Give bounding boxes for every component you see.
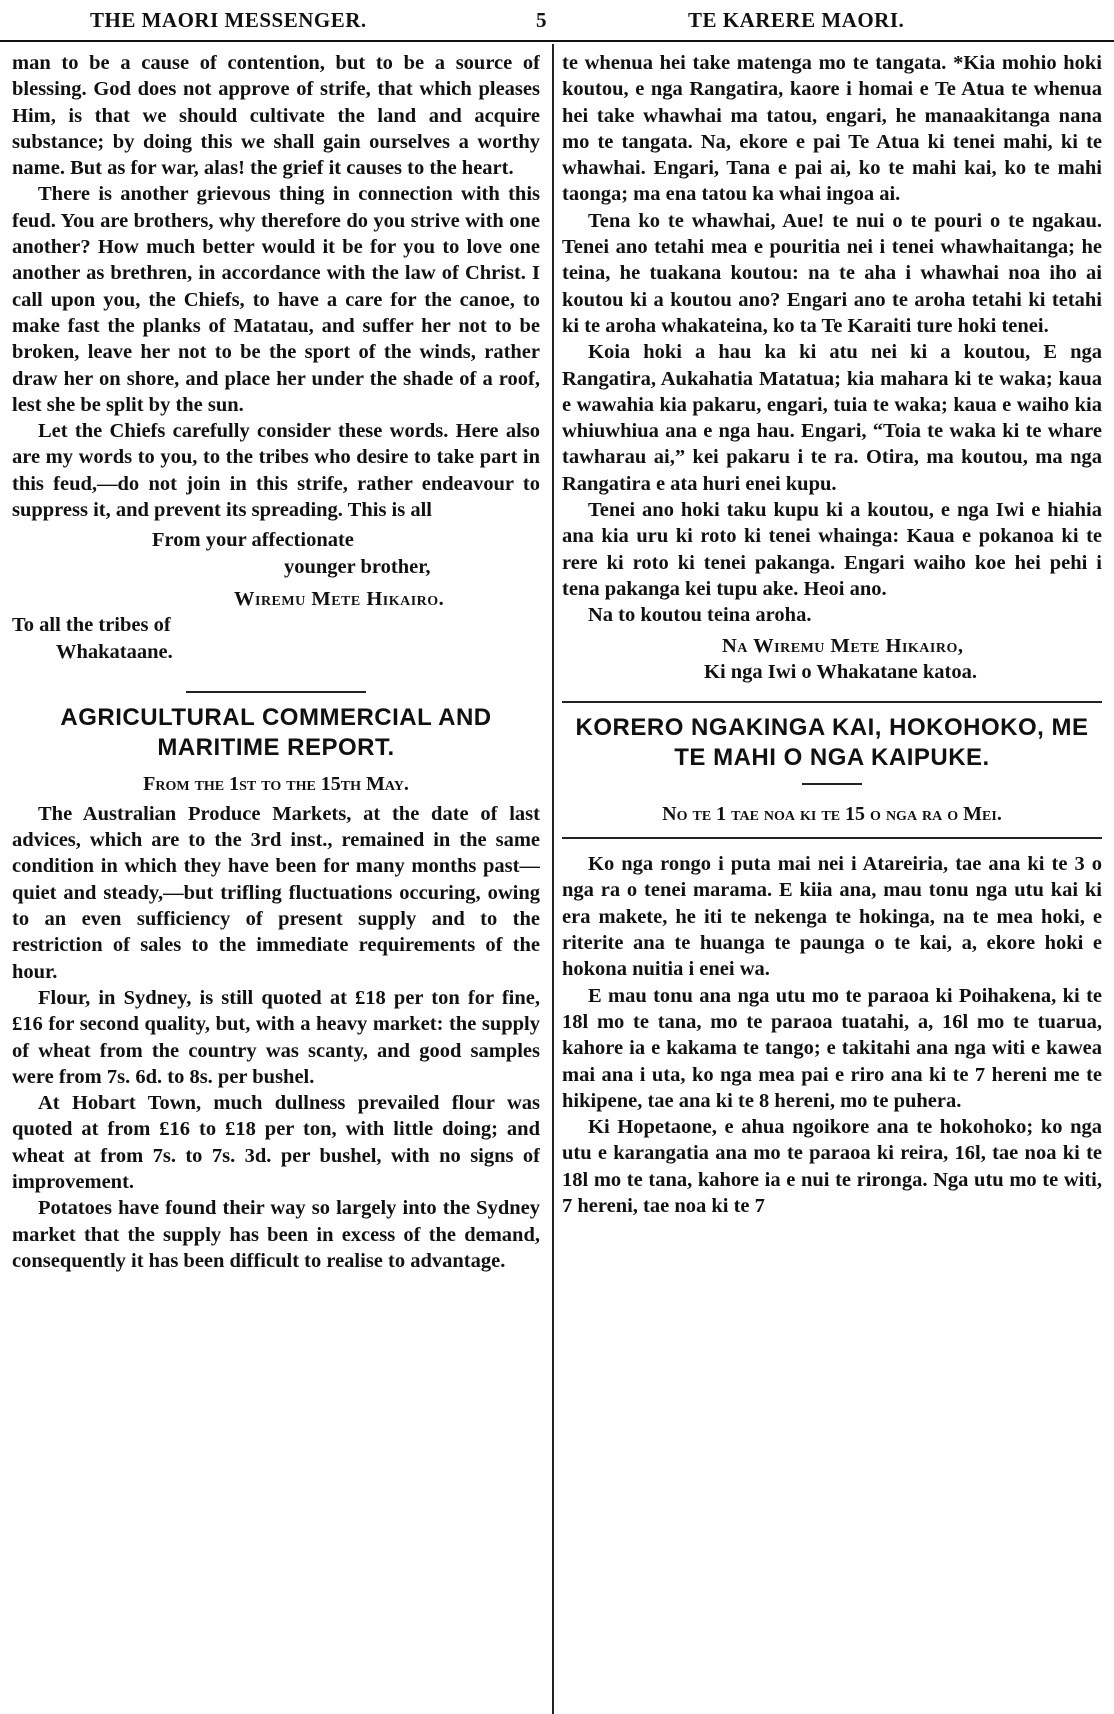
addressee-line: Ki nga Iwi o Whakatane katoa. — [704, 660, 978, 683]
closing-line: younger brother, — [284, 555, 431, 578]
section-rule — [562, 837, 1102, 839]
english-column — [12, 50, 540, 1714]
report-dates: From the 1st to the 15th May. — [143, 772, 409, 795]
page-number: 5 — [536, 8, 547, 32]
report-paragraph: At Hobart Town, much dullness prevailed flour was quoted at from £16 to £18 per ton, with little doing; and wheat at from 7s. to 7s. 3d. per bushel, with no signs of improvement. — [12, 1092, 540, 1193]
letter-paragraph: Let the Chiefs carefully consider these words. Here also are my words to you, to the tribes who desire to take part in this feud,—do not join in this strife, rather endeavour to suppress it, and prevent its spreading. This is all — [12, 420, 540, 522]
section-rule — [186, 691, 366, 693]
section-short-rule — [802, 783, 862, 785]
page-header — [0, 4, 1114, 42]
signature: Na Wiremu Mete Hikairo, — [722, 634, 964, 657]
addressee-line: Whakataane. — [56, 640, 173, 663]
letter-paragraph: Na to koutou teina aroha. — [588, 604, 812, 627]
letter-closing — [12, 527, 540, 664]
report-paragraph: Ko nga rongo i puta mai nei i Atareiria, tae ana ki te 3 o nga ra o tenei marama. E kiia ana, mau tonu nga utu kai ki era makete, he iti te nekenga te hokinga, na te mea hoki, e riterite ana te huanga te paunga o te kai, a, ekore hoki e hokona nuitia i enei wa. — [562, 853, 1102, 981]
letter-paragraph: Tena ko te whawhai, Aue! te nui o te pouri o te ngakau. Tenei ano tetahi mea e pouritia nei i tenei whawhaitanga; he teina, he tuakana koutou: na te aha i whawhai noa iho ai koutou ki a koutou ano? Engari ano te aroha tetahi ki tetahi ki te aroha whakateina, ko ta Te Karaiti ture hoki tenei. — [562, 209, 1102, 337]
report-paragraph: The Australian Produce Markets, at the date of last advices, which are to the 3rd inst., remained in the same condition in which they have been for many months past—quiet and steady,—but trifling fluctuations occuring, owing to an even sufficiency of present supply and to the restriction of sales to the immediate requirements of the hour. — [12, 802, 540, 983]
report-paragraph: Potatoes have found their way so largely into the Sydney market that the supply has been in excess of the demand, consequently it has been difficult to realise to advantage. — [12, 1197, 540, 1272]
section-rule — [562, 701, 1102, 703]
letter-paragraph: te whenua hei take matenga mo te tangata. *Kia mohio hoki koutou, e nga Rangatira, kaore i homai e Te Atua te whenua hei take whawhai ma tatou, engari, he manaakitanga nana mo te tangata. Na, ekore e pai Te Atua ki tenei mahi, ki te whawhai. Engari, Tana e pai ai, ko te mahi kai, ko te mahi taonga; ma ena tatou ka whai ingoa ai. — [562, 52, 1102, 206]
report-paragraph: Ki Hopetaone, e ahua ngoikore ana te hokohoko; ko nga utu e karangatia ana mo te paraoa ki reira, 16l, tae noa ki te 18l mo te tana, kahore ia e nui te rironga. Nga utu mo te witi, 7 hereni, tae noa ki te 7 — [562, 1116, 1102, 1217]
header-maori-title: TE KARERE MAORI. — [688, 8, 905, 32]
letter-paragraph: Tenei ano hoki taku kupu ki a koutou, e nga Iwi e hiahia ana kia uru ki roto ki tenei whainga: Kaua e pokanoa ki te rere ki roto ki tenei pakanga. Engari waiho koe hei pehi i tena pakanga kei tupu ake. Heoi ano. — [562, 499, 1102, 600]
maori-column — [562, 50, 1102, 1714]
letter-paragraph: There is another grievous thing in connection with this feud. You are brothers, why therefore do you strive with one another? How much better would it be for you to love one another as brethren, in accordance with the law of Christ. I call upon you, the Chiefs, to have a care for the canoe, to make fast the planks of Matatau, and suffer her not to be broken, leave her not to be the sport of the winds, rather draw her on shore, and place her under the shade of a roof, lest she be split by the sun. — [12, 183, 540, 416]
report-title: KORERO NGAKINGA KAI, HOKOHOKO, ME TE MAHI O NGA KAIPUKE. — [575, 714, 1089, 772]
letter-paragraph: Koia hoki a hau ka ki atu nei ki a koutou, E nga Rangatira, Aukahatia Matatua; kia mahara ki te waka; kaua e wawahia kia pakaru, engari, tuia te waka; kaua e waiho kia whiuwhiua ana e nga hau. Engari, “Toia te waka ki te whare tawharau ai,” kei pakaru i te ra. Otira, ma koutou, ma nga Rangatira e ata huri enei kupu. — [562, 341, 1102, 495]
header-english-title: THE MAORI MESSENGER. — [90, 8, 367, 32]
report-dates: No te 1 tae noa ki te 15 o nga ra o Mei. — [662, 803, 1002, 826]
letter-paragraph: man to be a cause of contention, but to be a source of blessing. God does not approve of strife, that which pleases Him, is that we should cultivate the land and acquire substance; by doing this we shall gain ourselves a worthy name. But as for war, alas! the grief it causes to the heart. — [12, 52, 540, 180]
closing-line: From your affectionate — [152, 529, 354, 552]
letter-closing — [562, 633, 1102, 686]
signature: Wiremu Mete Hikairo. — [234, 587, 445, 610]
addressee-line: To all the tribes of — [12, 614, 171, 637]
report-paragraph: Flour, in Sydney, is still quoted at £18 per ton for fine, £16 for second quality, but, with a heavy market: the supply of wheat from the country was scanty, and good samples were from 7s. 6d. to 8s. per bushel. — [12, 986, 540, 1088]
report-paragraph: E mau tonu ana nga utu mo te paraoa ki Poihakena, ki te 18l mo te tana, mo te paraoa tuatahi, a, 16l mo te tuarua, kahore ia e kakama te tango; e takitahi ana nga witi e kawea mai ana i uta, ko nga mea pai e riro ana ki te 7 hereni me te hikipene, tae ana ki te 8 hereni, mo te puhera. — [562, 984, 1102, 1112]
report-title: AGRICULTURAL COMMERCIAL AND MARITIME REPORT. — [60, 703, 492, 761]
column-divider — [552, 44, 554, 1714]
